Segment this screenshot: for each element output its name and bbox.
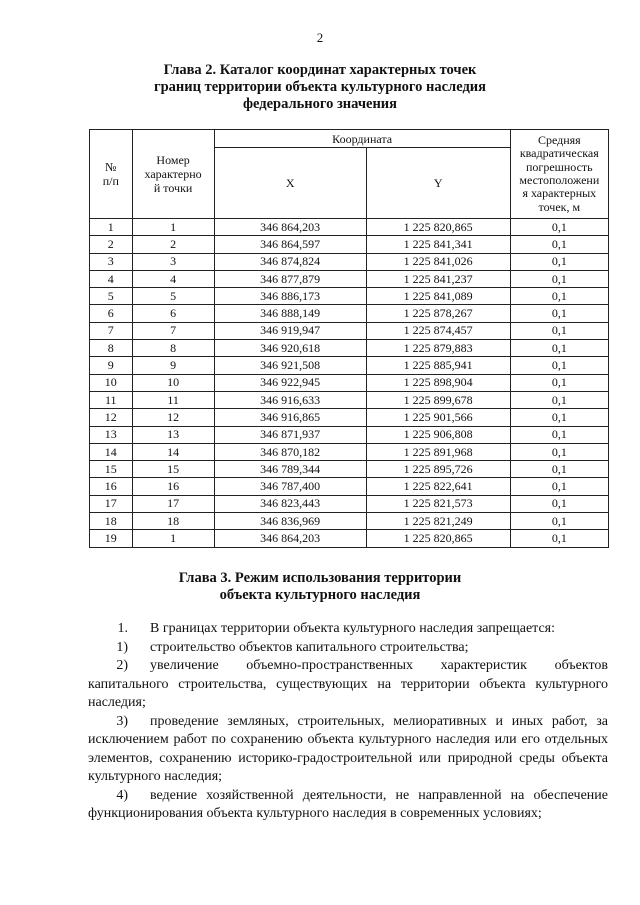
table-row — [90, 357, 609, 374]
list-item-number: 4) — [116, 787, 128, 803]
row-num-cell: 18 — [90, 513, 133, 530]
point-num-cell: 1 — [132, 530, 214, 547]
error-cell: 0,1 — [510, 478, 608, 495]
list-item — [88, 639, 608, 658]
intro-number: 1. — [117, 621, 128, 636]
error-cell: 0,1 — [510, 391, 608, 408]
list-item-text: увеличение объемно-пространственных характеристик объектов капитального строительства, существующих на территории объекта культурного наследия; — [88, 658, 608, 710]
row-num-cell: 10 — [90, 374, 133, 391]
y-cell: 1 225 899,678 — [366, 391, 510, 408]
row-num-cell: 1 — [90, 219, 133, 236]
x-cell: 346 919,947 — [214, 322, 366, 339]
error-cell: 0,1 — [510, 409, 608, 426]
y-cell: 1 225 874,457 — [366, 322, 510, 339]
point-num-cell: 5 — [132, 288, 214, 305]
table-row — [90, 478, 609, 495]
point-num-cell: 12 — [132, 409, 214, 426]
list-item-number: 1) — [116, 639, 128, 655]
x-cell: 346 871,937 — [214, 426, 366, 443]
row-num-cell: 2 — [90, 236, 133, 253]
x-cell: 346 874,824 — [214, 253, 366, 270]
table-row — [90, 270, 609, 287]
row-num-cell: 15 — [90, 461, 133, 478]
row-num-cell: 4 — [90, 270, 133, 287]
coordinates-table — [89, 129, 609, 548]
table-row — [90, 305, 609, 322]
row-num-cell: 13 — [90, 426, 133, 443]
point-num-cell: 2 — [132, 236, 214, 253]
y-cell: 1 225 895,726 — [366, 461, 510, 478]
row-num-cell: 17 — [90, 495, 133, 512]
table-row — [90, 236, 609, 253]
x-cell: 346 916,865 — [214, 409, 366, 426]
x-cell: 346 864,203 — [214, 219, 366, 236]
list-item-text: ведение хозяйственной деятельности, не направленной на обеспечение функционирования объекта культурного наследия в современных условиях; — [88, 787, 608, 821]
header-y: Y — [366, 148, 510, 219]
point-num-cell: 13 — [132, 426, 214, 443]
row-num-cell: 11 — [90, 391, 133, 408]
table-row — [90, 513, 609, 530]
x-cell: 346 916,633 — [214, 391, 366, 408]
error-cell: 0,1 — [510, 357, 608, 374]
chapter-2-title-line: границ территории объекта культурного наследия — [154, 79, 486, 95]
error-cell: 0,1 — [510, 443, 608, 460]
x-cell: 346 870,182 — [214, 443, 366, 460]
point-num-cell: 11 — [132, 391, 214, 408]
header-x: X — [214, 148, 366, 219]
error-cell: 0,1 — [510, 374, 608, 391]
row-num-cell: 3 — [90, 253, 133, 270]
table-row — [90, 530, 609, 547]
row-num-cell: 8 — [90, 340, 133, 357]
row-num-cell: 19 — [90, 530, 133, 547]
error-cell: 0,1 — [510, 219, 608, 236]
list-item — [88, 713, 608, 787]
table-row — [90, 426, 609, 443]
table-row — [90, 322, 609, 339]
x-cell: 346 920,618 — [214, 340, 366, 357]
point-num-cell: 18 — [132, 513, 214, 530]
error-cell: 0,1 — [510, 530, 608, 547]
table-row — [90, 495, 609, 512]
y-cell: 1 225 841,026 — [366, 253, 510, 270]
table-row — [90, 253, 609, 270]
list-item — [88, 787, 608, 824]
chapter-3-title — [0, 570, 640, 604]
point-num-cell: 14 — [132, 443, 214, 460]
error-cell: 0,1 — [510, 270, 608, 287]
list-item — [88, 657, 608, 713]
point-num-cell: 4 — [132, 270, 214, 287]
point-num-cell: 15 — [132, 461, 214, 478]
header-point: Номер характерно й точки — [132, 130, 214, 219]
y-cell: 1 225 821,249 — [366, 513, 510, 530]
point-num-cell: 9 — [132, 357, 214, 374]
x-cell: 346 888,149 — [214, 305, 366, 322]
row-num-cell: 14 — [90, 443, 133, 460]
error-cell: 0,1 — [510, 322, 608, 339]
point-num-cell: 7 — [132, 322, 214, 339]
table-row — [90, 409, 609, 426]
error-cell: 0,1 — [510, 236, 608, 253]
point-num-cell: 1 — [132, 219, 214, 236]
list-item-text: проведение земляных, строительных, мелиоративных и иных работ, за исключением работ по сохранению объекта культурного наследия или его отдельных элементов, сохранению историко-градостроительной или природной среды объекта культурного наследия; — [88, 713, 608, 784]
error-cell: 0,1 — [510, 513, 608, 530]
point-num-cell: 3 — [132, 253, 214, 270]
x-cell: 346 877,879 — [214, 270, 366, 287]
list-item-text: строительство объектов капитального строительства; — [150, 639, 469, 655]
chapter-2-title — [0, 62, 640, 113]
y-cell: 1 225 906,808 — [366, 426, 510, 443]
list-item-number: 2) — [116, 658, 128, 673]
table-row — [90, 288, 609, 305]
y-cell: 1 225 901,566 — [366, 409, 510, 426]
error-cell: 0,1 — [510, 340, 608, 357]
chapter-2-title-line: федерального значения — [242, 96, 397, 112]
y-cell: 1 225 841,089 — [366, 288, 510, 305]
chapter-3-title-line: Глава 3. Режим использования территории — [178, 570, 462, 586]
error-cell: 0,1 — [510, 288, 608, 305]
error-cell: 0,1 — [510, 461, 608, 478]
table-row — [90, 443, 609, 460]
chapter-2-title-line: Глава 2. Каталог координат характерных точек — [163, 62, 477, 78]
point-num-cell: 6 — [132, 305, 214, 322]
y-cell: 1 225 891,968 — [366, 443, 510, 460]
row-num-cell: 12 — [90, 409, 133, 426]
error-cell: 0,1 — [510, 305, 608, 322]
row-num-cell: 16 — [90, 478, 133, 495]
y-cell: 1 225 820,865 — [366, 530, 510, 547]
y-cell: 1 225 878,267 — [366, 305, 510, 322]
intro-paragraph — [88, 620, 608, 639]
x-cell: 346 836,969 — [214, 513, 366, 530]
error-cell: 0,1 — [510, 253, 608, 270]
point-num-cell: 16 — [132, 478, 214, 495]
y-cell: 1 225 879,883 — [366, 340, 510, 357]
x-cell: 346 787,400 — [214, 478, 366, 495]
page-number: 2 — [316, 30, 324, 45]
x-cell: 346 864,597 — [214, 236, 366, 253]
table-row — [90, 391, 609, 408]
y-cell: 1 225 822,641 — [366, 478, 510, 495]
table-row — [90, 340, 609, 357]
header-coordinate: Координата — [214, 130, 510, 148]
point-num-cell: 17 — [132, 495, 214, 512]
y-cell: 1 225 841,237 — [366, 270, 510, 287]
y-cell: 1 225 821,573 — [366, 495, 510, 512]
row-num-cell: 5 — [90, 288, 133, 305]
x-cell: 346 864,203 — [214, 530, 366, 547]
header-error: Средняя квадратическая погрешность местоположени я характерных точек, м — [510, 130, 608, 219]
y-cell: 1 225 841,341 — [366, 236, 510, 253]
error-cell: 0,1 — [510, 426, 608, 443]
x-cell: 346 823,443 — [214, 495, 366, 512]
row-num-cell: 9 — [90, 357, 133, 374]
table-row — [90, 374, 609, 391]
point-num-cell: 8 — [132, 340, 214, 357]
row-num-cell: 7 — [90, 322, 133, 339]
row-num-cell: 6 — [90, 305, 133, 322]
list-item-number: 3) — [116, 713, 128, 729]
point-num-cell: 10 — [132, 374, 214, 391]
error-cell: 0,1 — [510, 495, 608, 512]
table-row — [90, 219, 609, 236]
header-num: № п/п — [90, 130, 133, 219]
x-cell: 346 922,945 — [214, 374, 366, 391]
chapter-3-title-line: объекта культурного наследия — [219, 587, 421, 603]
x-cell: 346 789,344 — [214, 461, 366, 478]
y-cell: 1 225 885,941 — [366, 357, 510, 374]
x-cell: 346 886,173 — [214, 288, 366, 305]
table-row — [90, 461, 609, 478]
y-cell: 1 225 898,904 — [366, 374, 510, 391]
intro-text: В границах территории объекта культурного наследия запрещается: — [150, 621, 556, 636]
y-cell: 1 225 820,865 — [366, 219, 510, 236]
chapter-3-body — [88, 620, 608, 824]
x-cell: 346 921,508 — [214, 357, 366, 374]
